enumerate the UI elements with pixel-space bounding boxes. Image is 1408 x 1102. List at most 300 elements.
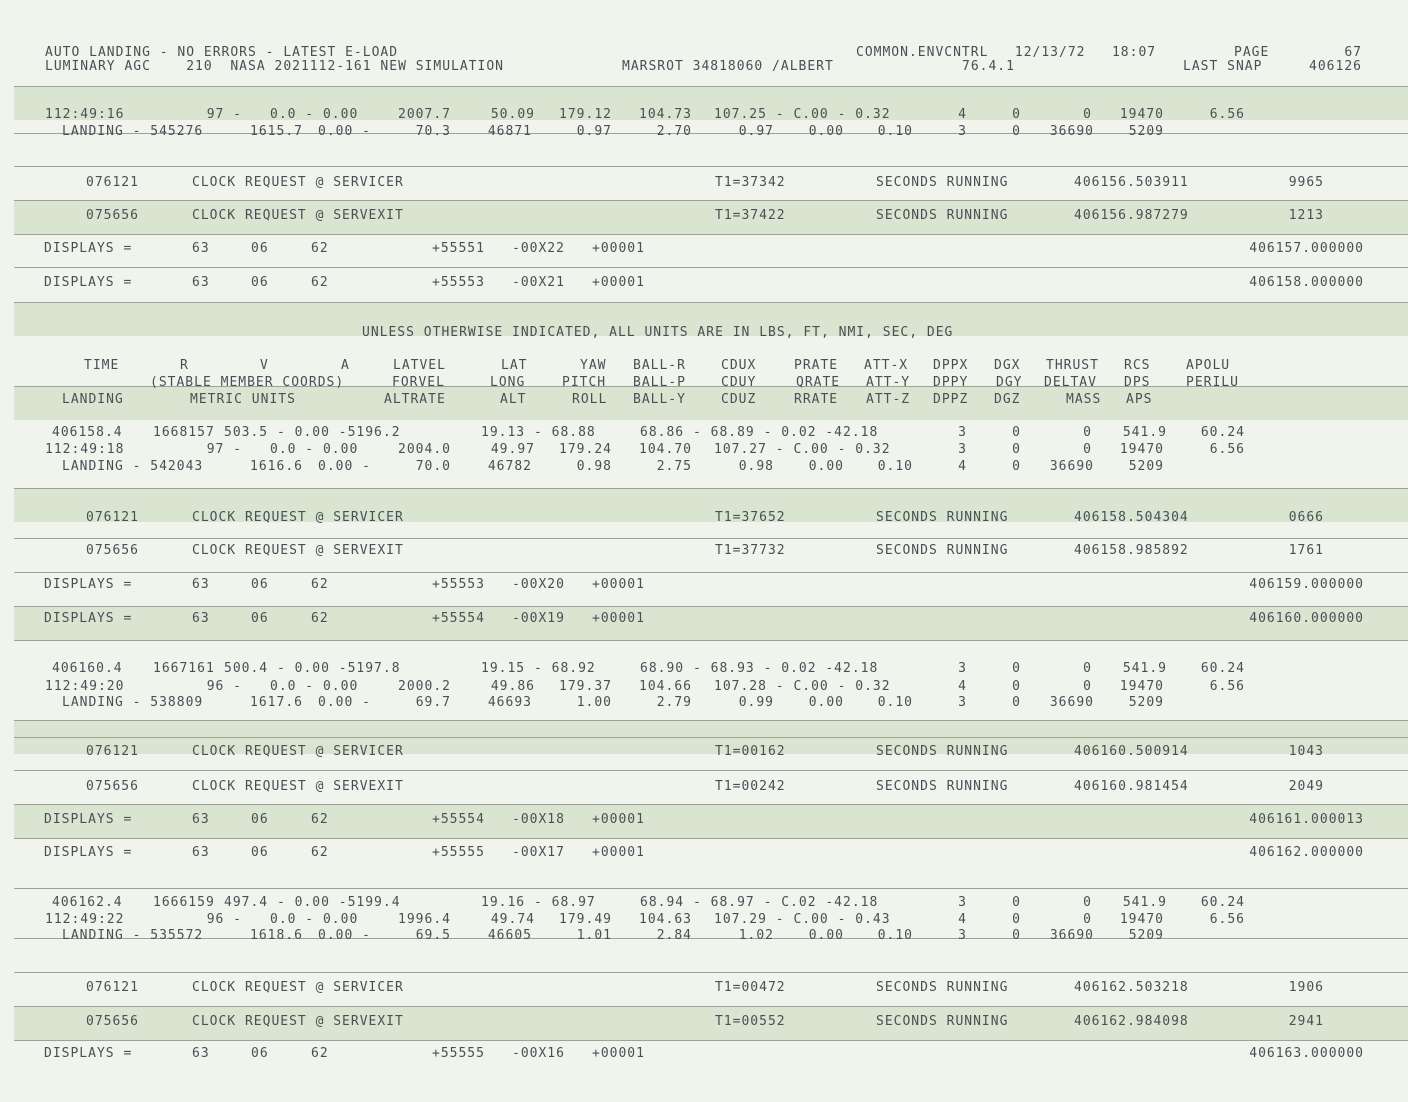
displays-cell: 63	[192, 275, 210, 290]
divider-line	[14, 86, 1408, 87]
state-cell: 112:49:20	[45, 679, 125, 694]
column-heading: ATT-Z	[866, 392, 911, 407]
state-cell: 1618.6	[250, 928, 303, 943]
displays-cell: +00001	[592, 241, 645, 256]
clock-cell: 9965	[1288, 175, 1324, 190]
column-heading: CDUY	[721, 375, 757, 390]
column-heading: FORVEL	[392, 375, 445, 390]
state-cell: 179.12	[559, 107, 612, 122]
displays-cell: DISPLAYS =	[44, 577, 133, 592]
displays-cell: 62	[311, 1046, 329, 1061]
clock-cell: 076121	[86, 744, 139, 759]
state-cell: 112:49:18	[45, 442, 125, 457]
state-cell: 0.00	[808, 124, 844, 139]
clock-cell: SECONDS RUNNING	[876, 744, 1009, 759]
state-cell: 4	[958, 679, 967, 694]
column-heading: TIME	[84, 358, 120, 373]
clock-cell: SECONDS RUNNING	[876, 175, 1009, 190]
header-user: MARSROT 34818060 /ALBERT	[622, 59, 834, 74]
clock-cell: SECONDS RUNNING	[876, 980, 1009, 995]
clock-cell: SECONDS RUNNING	[876, 1014, 1009, 1029]
green-bar	[14, 804, 1408, 838]
state-cell: 5209	[1128, 459, 1164, 474]
state-cell: 4	[958, 459, 967, 474]
state-cell: 3	[958, 661, 967, 676]
clock-cell: CLOCK REQUEST @ SERVICER	[192, 510, 404, 525]
clock-cell: 076121	[86, 980, 139, 995]
state-cell: 0	[1012, 442, 1021, 457]
state-cell: 0	[1083, 661, 1092, 676]
state-cell: 0.0 - 0.00	[270, 107, 359, 122]
state-cell: 104.70	[639, 442, 692, 457]
displays-cell: +55554	[432, 611, 485, 626]
state-cell: 19.13 - 68.88	[481, 425, 596, 440]
displays-cell: +55553	[432, 275, 485, 290]
column-heading: ALT	[500, 392, 527, 407]
clock-cell: CLOCK REQUEST @ SERVICER	[192, 744, 404, 759]
displays-cell: +00001	[592, 275, 645, 290]
state-cell: 69.5	[415, 928, 451, 943]
state-cell: 0.00 -	[318, 459, 371, 474]
column-heading: PITCH	[562, 375, 607, 390]
state-cell: 112:49:16	[45, 107, 125, 122]
clock-cell: 406160.981454	[1074, 779, 1189, 794]
state-cell: 96 -	[206, 679, 242, 694]
clock-cell: T1=37652	[715, 510, 786, 525]
state-cell: 2.75	[656, 459, 692, 474]
state-cell: 46693	[487, 695, 532, 710]
last-snap-value: 406126	[1309, 59, 1362, 74]
state-cell: 1667161	[153, 661, 215, 676]
column-heading: DPS	[1124, 375, 1151, 390]
state-cell: 0	[1083, 912, 1092, 927]
displays-cell: 406158.000000	[1249, 275, 1364, 290]
clock-cell: 075656	[86, 208, 139, 223]
displays-cell: +55551	[432, 241, 485, 256]
divider-line	[14, 606, 1408, 607]
displays-cell: 63	[192, 845, 210, 860]
state-cell: 70.0	[415, 459, 451, 474]
clock-cell: T1=00552	[715, 1014, 786, 1029]
divider-line	[14, 938, 1408, 939]
state-cell: 0	[1012, 679, 1021, 694]
state-cell: LANDING - 535572	[62, 928, 204, 943]
state-cell: 3	[958, 124, 967, 139]
clock-cell: CLOCK REQUEST @ SERVICER	[192, 175, 404, 190]
clock-cell: 406162.984098	[1074, 1014, 1189, 1029]
displays-cell: 406159.000000	[1249, 577, 1364, 592]
state-cell: 0.0 - 0.00	[270, 679, 359, 694]
displays-cell: +00001	[592, 577, 645, 592]
state-cell: 0	[1083, 107, 1092, 122]
column-heading: (STABLE MEMBER COORDS)	[150, 375, 345, 390]
state-cell: 0.99	[738, 695, 774, 710]
divider-line	[14, 133, 1408, 134]
displays-cell: 406157.000000	[1249, 241, 1364, 256]
state-cell: 49.86	[490, 679, 535, 694]
state-cell: 60.24	[1200, 895, 1245, 910]
divider-line	[14, 200, 1408, 201]
column-heading: BALL-Y	[633, 392, 686, 407]
displays-cell: DISPLAYS =	[44, 611, 133, 626]
displays-cell: +55555	[432, 845, 485, 860]
clock-cell: 2049	[1288, 779, 1324, 794]
column-heading: RRATE	[794, 392, 839, 407]
state-cell: 0	[1012, 459, 1021, 474]
column-heading: PRATE	[794, 358, 839, 373]
state-cell: 541.9	[1122, 895, 1167, 910]
state-cell: 0.00	[808, 928, 844, 943]
displays-cell: -00X16	[512, 1046, 565, 1061]
state-cell: 2000.2	[398, 679, 451, 694]
state-cell: 1996.4	[398, 912, 451, 927]
state-cell: 107.25 - C.00 - 0.32	[714, 107, 891, 122]
displays-cell: 06	[251, 1046, 269, 1061]
clock-cell: SECONDS RUNNING	[876, 510, 1009, 525]
column-heading: ATT-Y	[866, 375, 911, 390]
displays-cell: 63	[192, 611, 210, 626]
state-cell: 19.15 - 68.92	[481, 661, 596, 676]
header-version: 76.4.1	[962, 59, 1015, 74]
displays-cell: 62	[311, 845, 329, 860]
displays-cell: +55555	[432, 1046, 485, 1061]
state-cell: 2.84	[656, 928, 692, 943]
state-cell: 541.9	[1122, 661, 1167, 676]
page-number: 67	[1344, 45, 1362, 60]
state-cell: 0	[1083, 895, 1092, 910]
state-cell: 0.00 -	[318, 695, 371, 710]
column-heading: LONG	[490, 375, 526, 390]
clock-cell: CLOCK REQUEST @ SERVEXIT	[192, 1014, 404, 1029]
displays-cell: -00X19	[512, 611, 565, 626]
state-cell: 2004.0	[398, 442, 451, 457]
displays-cell: 63	[192, 812, 210, 827]
column-heading: ALTRATE	[384, 392, 446, 407]
state-cell: 0.97	[576, 124, 612, 139]
column-heading: DPPZ	[933, 392, 969, 407]
state-cell: 406158.4	[52, 425, 123, 440]
column-heading: DGZ	[994, 392, 1021, 407]
displays-cell: -00X17	[512, 845, 565, 860]
divider-line	[14, 1040, 1408, 1041]
state-cell: 0.00	[808, 695, 844, 710]
displays-cell: +55553	[432, 577, 485, 592]
state-cell: 0.10	[877, 459, 913, 474]
clock-cell: 1043	[1288, 744, 1324, 759]
green-bar	[14, 606, 1408, 640]
clock-cell: 406156.503911	[1074, 175, 1189, 190]
clock-cell: T1=37732	[715, 543, 786, 558]
state-cell: 0.0 - 0.00	[270, 912, 359, 927]
state-cell: 6.56	[1209, 912, 1245, 927]
displays-cell: +00001	[592, 1046, 645, 1061]
state-cell: 0	[1012, 895, 1021, 910]
state-cell: 0.10	[877, 695, 913, 710]
state-cell: 0	[1083, 442, 1092, 457]
state-cell: 0	[1012, 695, 1021, 710]
displays-cell: +55554	[432, 812, 485, 827]
state-cell: LANDING - 542043	[62, 459, 204, 474]
clock-cell: 1761	[1288, 543, 1324, 558]
state-cell: 2.79	[656, 695, 692, 710]
state-cell: 2.70	[656, 124, 692, 139]
state-cell: 104.73	[639, 107, 692, 122]
column-heading: LAT	[501, 358, 528, 373]
column-heading: ROLL	[572, 392, 608, 407]
divider-line	[14, 538, 1408, 539]
state-cell: 406160.4	[52, 661, 123, 676]
state-cell: 0.98	[576, 459, 612, 474]
state-cell: 0.00 -	[318, 124, 371, 139]
clock-cell: 076121	[86, 175, 139, 190]
header-job: COMMON.ENVCNTRL 12/13/72 18:07	[856, 45, 1157, 60]
displays-cell: 06	[251, 812, 269, 827]
header-title: AUTO LANDING - NO ERRORS - LATEST E-LOAD	[45, 45, 399, 60]
clock-cell: 1213	[1288, 208, 1324, 223]
displays-cell: -00X22	[512, 241, 565, 256]
state-cell: 19.16 - 68.97	[481, 895, 596, 910]
clock-cell: SECONDS RUNNING	[876, 208, 1009, 223]
state-cell: 107.27 - C.00 - 0.32	[714, 442, 891, 457]
column-heading: CDUZ	[721, 392, 757, 407]
state-cell: 49.74	[490, 912, 535, 927]
state-cell: 503.5 - 0.00 -5196.2	[224, 425, 401, 440]
column-heading: A	[341, 358, 350, 373]
clock-cell: T1=00242	[715, 779, 786, 794]
column-heading: PERILU	[1186, 375, 1239, 390]
divider-line	[14, 488, 1408, 489]
displays-cell: 63	[192, 241, 210, 256]
displays-cell: DISPLAYS =	[44, 812, 133, 827]
state-cell: 19470	[1119, 442, 1164, 457]
state-cell: 4	[958, 107, 967, 122]
state-cell: 0	[1012, 661, 1021, 676]
state-cell: 107.28 - C.00 - 0.32	[714, 679, 891, 694]
page-label: PAGE	[1234, 45, 1270, 60]
column-heading: BALL-R	[633, 358, 686, 373]
state-cell: 104.63	[639, 912, 692, 927]
displays-cell: DISPLAYS =	[44, 241, 133, 256]
state-cell: 1615.7	[250, 124, 303, 139]
state-cell: 0.10	[877, 928, 913, 943]
divider-line	[14, 267, 1408, 268]
state-cell: 406162.4	[52, 895, 123, 910]
displays-cell: 62	[311, 611, 329, 626]
divider-line	[14, 737, 1408, 738]
state-cell: 97 -	[206, 442, 242, 457]
column-heading: CDUX	[721, 358, 757, 373]
displays-cell: 62	[311, 275, 329, 290]
state-cell: 0.10	[877, 124, 913, 139]
divider-line	[14, 770, 1408, 771]
clock-cell: 406160.500914	[1074, 744, 1189, 759]
clock-cell: 075656	[86, 1014, 139, 1029]
state-cell: 36690	[1049, 124, 1094, 139]
state-cell: 68.86 - 68.89 - 0.02 -42.18	[640, 425, 879, 440]
state-cell: 97 -	[206, 107, 242, 122]
column-heading: V	[260, 358, 269, 373]
state-cell: 1616.6	[250, 459, 303, 474]
state-cell: 6.56	[1209, 442, 1245, 457]
state-cell: 0	[1012, 124, 1021, 139]
clock-cell: T1=00162	[715, 744, 786, 759]
state-cell: 179.37	[559, 679, 612, 694]
divider-line	[14, 720, 1408, 721]
displays-cell: 06	[251, 845, 269, 860]
column-heading: MASS	[1066, 392, 1102, 407]
state-cell: 179.49	[559, 912, 612, 927]
displays-cell: DISPLAYS =	[44, 1046, 133, 1061]
column-heading: METRIC UNITS	[190, 392, 296, 407]
state-cell: 46605	[487, 928, 532, 943]
state-cell: 0.00	[808, 459, 844, 474]
state-cell: 68.94 - 68.97 - C.02 -42.18	[640, 895, 879, 910]
state-cell: 5209	[1128, 124, 1164, 139]
clock-cell: 075656	[86, 779, 139, 794]
column-heading: DPPX	[933, 358, 969, 373]
divider-line	[14, 572, 1408, 573]
divider-line	[14, 888, 1408, 889]
state-cell: 541.9	[1122, 425, 1167, 440]
state-cell: 500.4 - 0.00 -5197.8	[224, 661, 401, 676]
state-cell: 0	[1012, 928, 1021, 943]
displays-cell: 06	[251, 611, 269, 626]
state-cell: 0.0 - 0.00	[270, 442, 359, 457]
clock-cell: T1=37342	[715, 175, 786, 190]
state-cell: 0	[1012, 912, 1021, 927]
state-cell: 0.97	[738, 124, 774, 139]
state-cell: 5209	[1128, 695, 1164, 710]
state-cell: 6.56	[1209, 679, 1245, 694]
divider-line	[14, 166, 1408, 167]
clock-cell: CLOCK REQUEST @ SERVEXIT	[192, 208, 404, 223]
state-cell: 0	[1012, 425, 1021, 440]
units-legend: UNLESS OTHERWISE INDICATED, ALL UNITS ARE IN LBS, FT, NMI, SEC, DEG	[362, 325, 954, 340]
state-cell: 4	[958, 912, 967, 927]
clock-cell: T1=37422	[715, 208, 786, 223]
state-cell: 5209	[1128, 928, 1164, 943]
column-heading: DGY	[996, 375, 1023, 390]
state-cell: 104.66	[639, 679, 692, 694]
state-cell: 6.56	[1209, 107, 1245, 122]
displays-cell: 406160.000000	[1249, 611, 1364, 626]
state-cell: 0.00 -	[318, 928, 371, 943]
clock-cell: CLOCK REQUEST @ SERVICER	[192, 980, 404, 995]
state-cell: 36690	[1049, 928, 1094, 943]
clock-cell: CLOCK REQUEST @ SERVEXIT	[192, 543, 404, 558]
clock-cell: 406156.987279	[1074, 208, 1189, 223]
state-cell: 50.09	[490, 107, 535, 122]
state-cell: 60.24	[1200, 661, 1245, 676]
column-heading: LANDING	[62, 392, 124, 407]
state-cell: 107.29 - C.00 - 0.43	[714, 912, 891, 927]
clock-cell: 406162.503218	[1074, 980, 1189, 995]
clock-cell: T1=00472	[715, 980, 786, 995]
clock-cell: 076121	[86, 510, 139, 525]
state-cell: 46871	[487, 124, 532, 139]
clock-cell: SECONDS RUNNING	[876, 779, 1009, 794]
state-cell: 68.90 - 68.93 - 0.02 -42.18	[640, 661, 879, 676]
divider-line	[14, 640, 1408, 641]
column-heading: YAW	[580, 358, 607, 373]
column-heading: APS	[1126, 392, 1153, 407]
displays-cell: 406162.000000	[1249, 845, 1364, 860]
state-cell: 1617.6	[250, 695, 303, 710]
header-subtitle: LUMINARY AGC 210 NASA 2021112-161 NEW SIMULATION	[45, 59, 504, 74]
state-cell: 0	[1083, 679, 1092, 694]
column-heading: APOLU	[1186, 358, 1231, 373]
clock-cell: 0666	[1288, 510, 1324, 525]
state-cell: 3	[958, 442, 967, 457]
state-cell: 1.00	[576, 695, 612, 710]
column-heading: DPPY	[933, 375, 969, 390]
column-heading: DGX	[994, 358, 1021, 373]
state-cell: 96 -	[206, 912, 242, 927]
displays-cell: DISPLAYS =	[44, 845, 133, 860]
state-cell: 36690	[1049, 695, 1094, 710]
divider-line	[14, 234, 1408, 235]
divider-line	[14, 804, 1408, 805]
state-cell: 36690	[1049, 459, 1094, 474]
displays-cell: 63	[192, 1046, 210, 1061]
displays-cell: -00X18	[512, 812, 565, 827]
state-cell: 69.7	[415, 695, 451, 710]
state-cell: 70.3	[415, 124, 451, 139]
divider-line	[14, 1006, 1408, 1007]
displays-cell: 406161.000013	[1249, 812, 1364, 827]
state-cell: 19470	[1119, 912, 1164, 927]
displays-cell: DISPLAYS =	[44, 275, 133, 290]
column-heading: ATT-X	[864, 358, 909, 373]
state-cell: 3	[958, 425, 967, 440]
state-cell: 19470	[1119, 679, 1164, 694]
clock-cell: CLOCK REQUEST @ SERVEXIT	[192, 779, 404, 794]
clock-cell: 2941	[1288, 1014, 1324, 1029]
state-cell: LANDING - 538809	[62, 695, 204, 710]
state-cell: 3	[958, 895, 967, 910]
state-cell: 1.02	[738, 928, 774, 943]
state-cell: 3	[958, 928, 967, 943]
divider-line	[14, 972, 1408, 973]
column-heading: QRATE	[796, 375, 841, 390]
column-heading: LATVEL	[393, 358, 446, 373]
column-heading: THRUST	[1046, 358, 1099, 373]
state-cell: 3	[958, 695, 967, 710]
clock-cell: 075656	[86, 543, 139, 558]
displays-cell: 62	[311, 577, 329, 592]
state-cell: 0	[1083, 425, 1092, 440]
state-cell: 497.4 - 0.00 -5199.4	[224, 895, 401, 910]
divider-line	[14, 302, 1408, 303]
state-cell: 112:49:22	[45, 912, 125, 927]
last-snap-label: LAST SNAP	[1183, 59, 1263, 74]
state-cell: 1666159	[153, 895, 215, 910]
displays-cell: 62	[311, 241, 329, 256]
state-cell: 2007.7	[398, 107, 451, 122]
displays-cell: 62	[311, 812, 329, 827]
state-cell: LANDING - 545276	[62, 124, 204, 139]
clock-cell: SECONDS RUNNING	[876, 543, 1009, 558]
column-heading: R	[180, 358, 189, 373]
state-cell: 1.01	[576, 928, 612, 943]
displays-cell: -00X21	[512, 275, 565, 290]
state-cell: 60.24	[1200, 425, 1245, 440]
column-heading: RCS	[1124, 358, 1151, 373]
displays-cell: +00001	[592, 611, 645, 626]
displays-cell: +00001	[592, 845, 645, 860]
column-heading: BALL-P	[633, 375, 686, 390]
displays-cell: 06	[251, 577, 269, 592]
